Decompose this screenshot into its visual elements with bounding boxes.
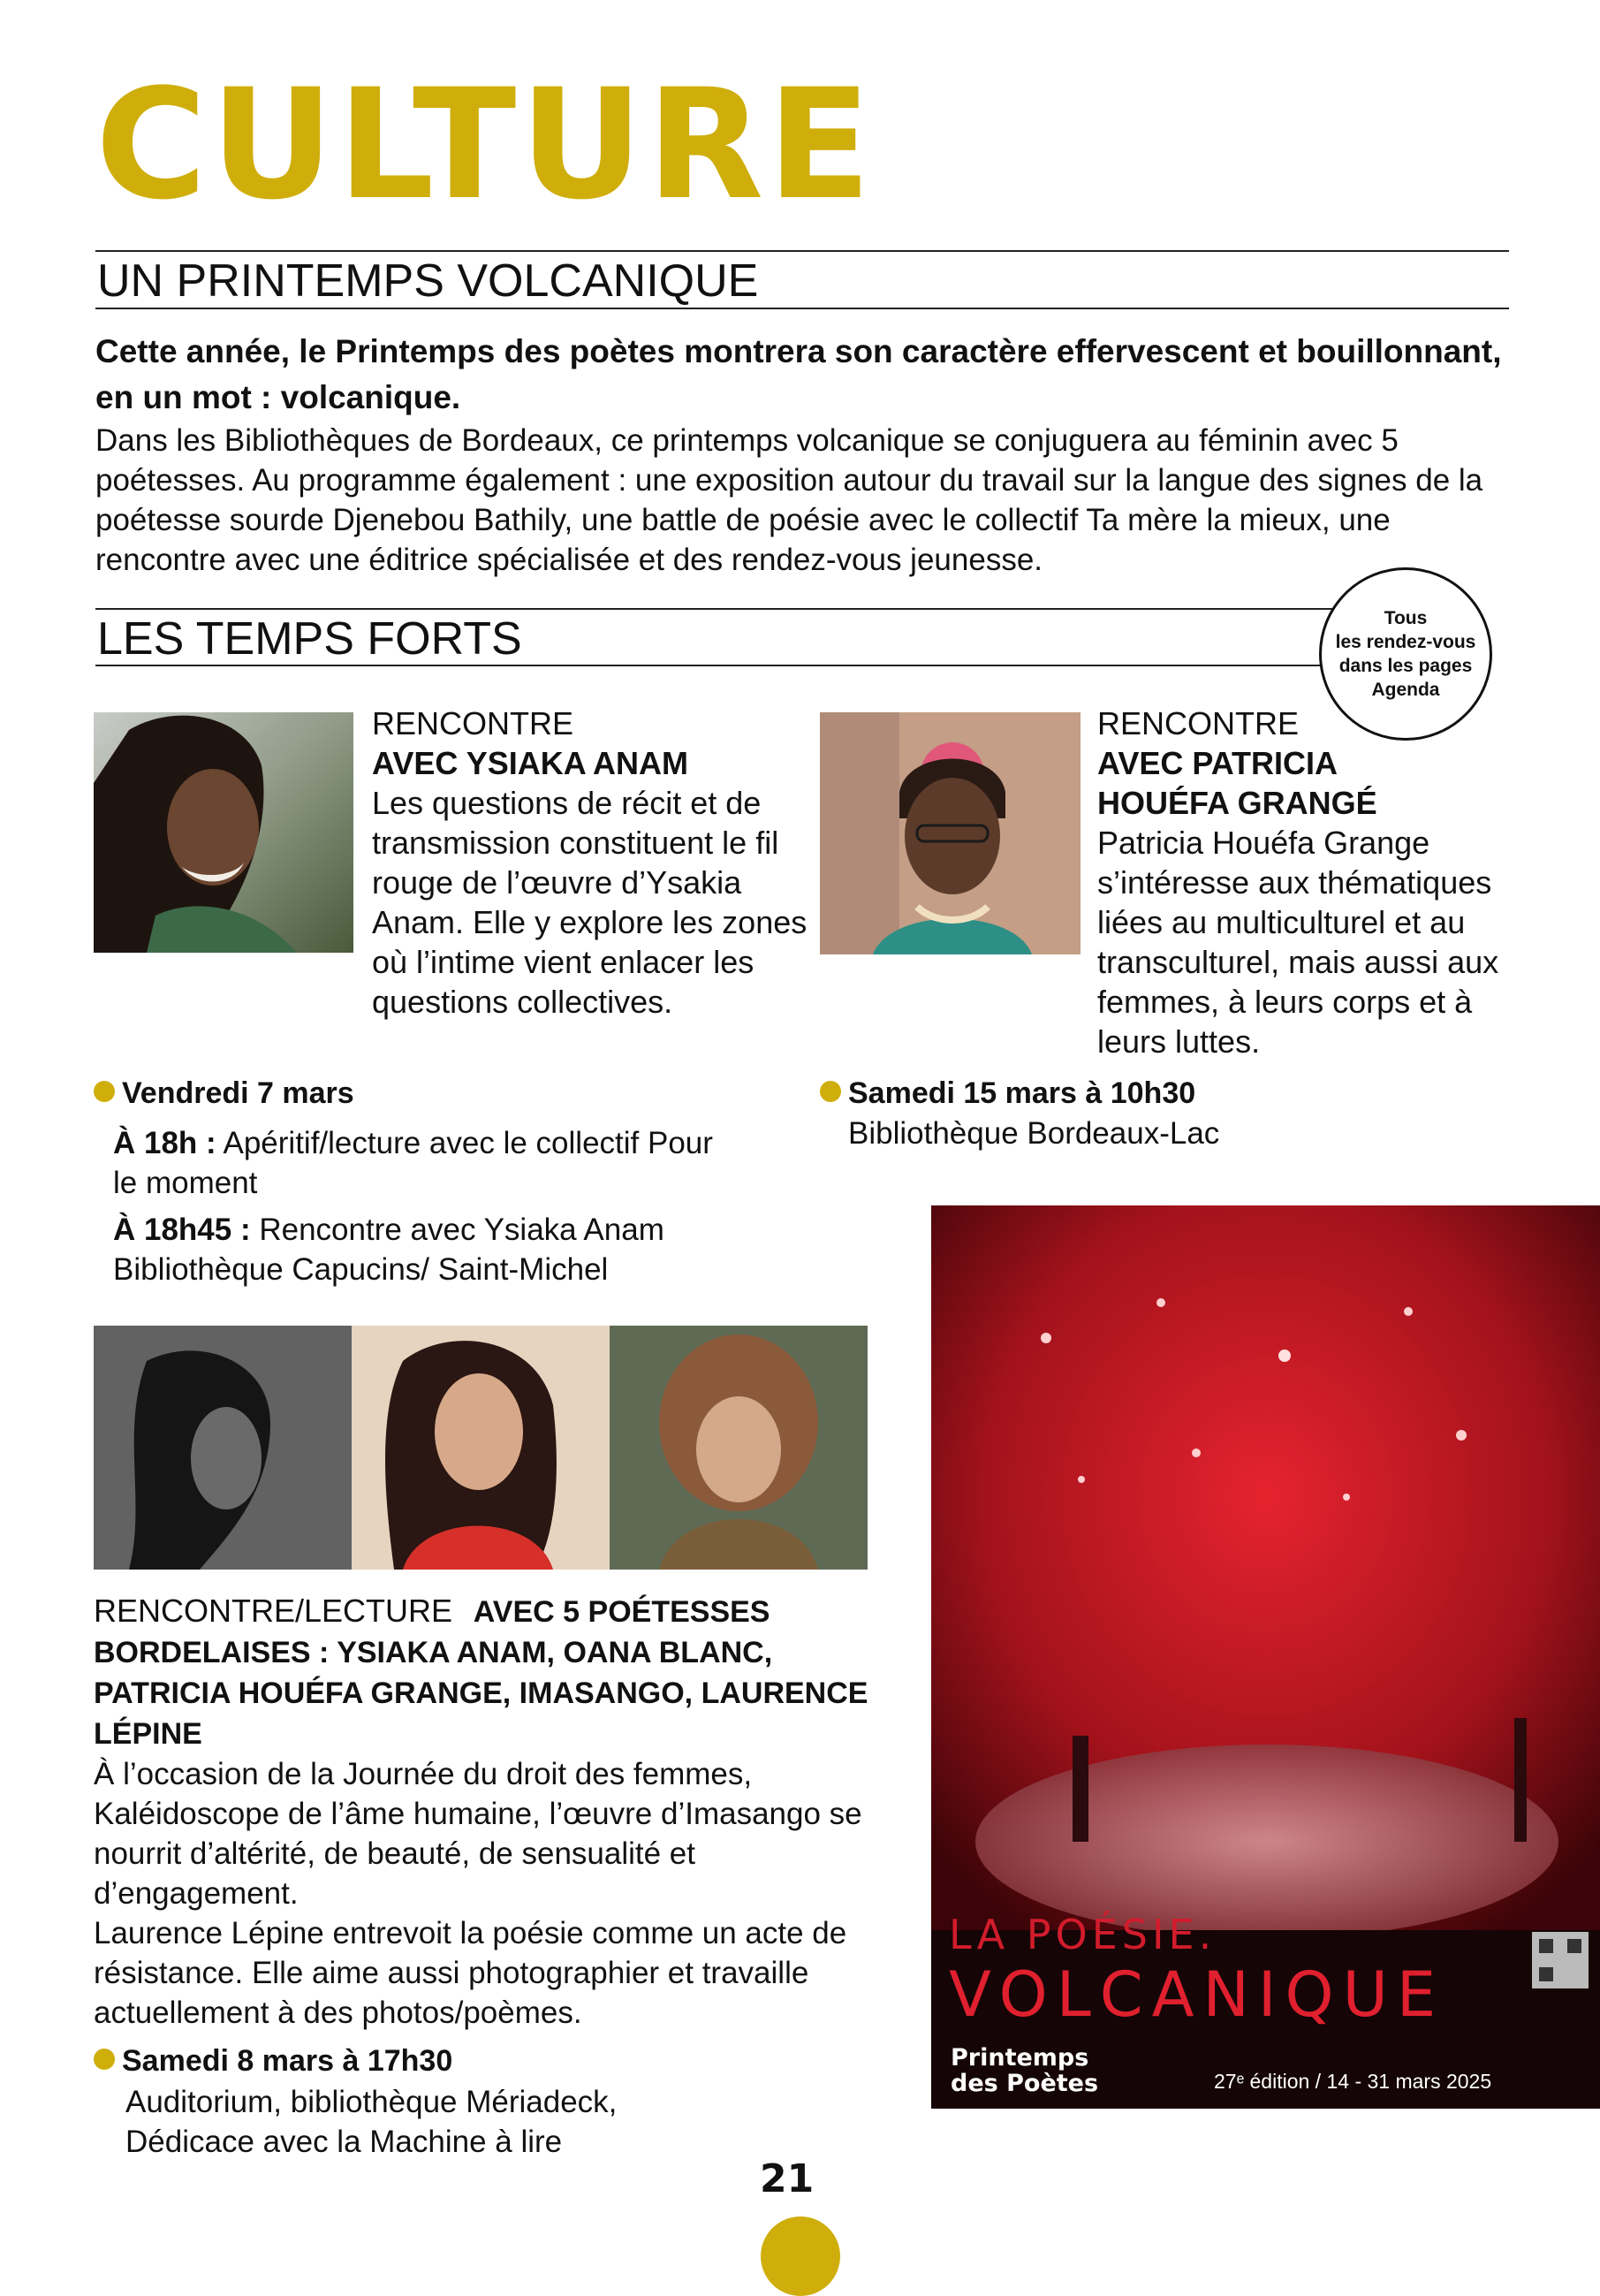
intro-paragraph: Dans les Bibliothèques de Bordeaux, ce printemps volcanique se conjuguera au féminin avec 5 poétesses. Au programme également : une exposition autour du travail sur la langue des signes de la poétesse sourde Djenebou Bathily, une battle de poésie avec le collectif Ta mère la mieux, une rencontre avec une éditrice spécialisée et des rendez-vous jeunesse. [95,423,1483,577]
section-title: LES TEMPS FORTS [97,613,522,665]
event-date: Samedi 8 mars à 17h30 [122,2044,453,2078]
poets-photo-strip [94,1326,868,1570]
section-title: UN PRINTEMPS VOLCANIQUE [97,255,759,307]
divider [95,608,1332,610]
event-venue: Bibliothèque Capucins/ Saint-Michel [113,1252,609,1287]
poets-photos-image [94,1326,868,1570]
event-description: À l’occasion de la Journée du droit des femmes, Kaléidoscope de l’âme humaine, l’œuvre d’Imasango se nourrit d’altérité, de beauté, de sensualité et d’engagement. [94,1757,862,1911]
divider [95,308,1509,309]
event-time: À 18h : [113,1126,216,1160]
event-time-detail: Apéritif/lecture avec le collectif Pour le moment [113,1126,713,1200]
event-date: Vendredi 7 mars [122,1076,354,1110]
decorative-dot [761,2216,840,2296]
event-description: Les questions de récit et de transmission constituent le fil rouge de l’œuvre d’Ysakia Anam. Elle y explore les zones où l’intime vient enlacer les questions collectives. [372,785,808,1020]
lead-paragraph: Cette année, le Printemps des poètes montrera son caractère effervescent et bouillonnant, en un mot : volcanique. [95,333,1502,415]
event-time-detail: Rencontre avec Ysiaka Anam [250,1213,664,1247]
event-title: AVEC PATRICIA [1097,745,1338,781]
portrait-image [820,712,1081,954]
festival-poster [931,1205,1600,2109]
event-1-date [94,1074,354,1114]
event-2-block [1097,703,1530,1061]
event-title: AVEC 5 POÉTESSES BORDELAISES : YSIAKA ANAM, OANA BLANC, PATRICIA HOUÉFA GRANGE, IMASANGO, LAURENCE LÉPINE [94,1595,868,1751]
page-number: 21 [760,2156,815,2201]
bullet-dot-icon [94,2049,115,2070]
poster-tagline: LA POÉSIE. [949,1911,1217,1958]
bullet-dot-icon [94,1081,115,1102]
event-title: HOUÉFA GRANGÉ [1097,785,1377,821]
divider [95,250,1509,252]
event-venue: Auditorium, bibliothèque Mériadeck, [125,2085,618,2119]
event-venue: Bibliothèque Bordeaux-Lac [848,1116,1220,1151]
event-type: RENCONTRE [1097,705,1300,741]
badge-line: dans les pages [1338,656,1473,676]
divider [95,665,1332,666]
event-3-date [94,2041,452,2081]
event-description: Laurence Lépine entrevoit la poésie comme un acte de résistance. Elle aime aussi photographier et travaille actuellement à des photos/poèmes. [94,1916,847,2030]
event-date: Samedi 15 mars à 10h30 [848,1076,1196,1110]
event-3-venue [125,2082,617,2162]
badge-line: Agenda [1371,680,1440,700]
event-type: RENCONTRE/LECTURE [94,1593,453,1629]
event-description: Patricia Houéfa Grange s’intéresse aux thématiques liées au multiculturel et au transculturel, mais aussi aux femmes, à leurs corps et à leurs luttes. [1097,825,1499,1060]
bullet-dot-icon [820,1081,841,1102]
event-3-block [94,1591,871,2033]
logo-line: Printemps [951,2044,1089,2072]
event-title: AVEC YSIAKA ANAM [372,745,689,781]
event-1-details [113,1123,714,1289]
page-heading: CULTURE [95,56,875,233]
logo-line: des Poètes [951,2070,1099,2097]
badge-line: Tous [1384,608,1428,628]
printemps-des-poetes-logo [951,2045,1098,2096]
portrait-patricia-grange-photo [820,712,1081,954]
portrait-ysiaka-anam-photo [94,712,353,953]
poster-headline: VOLCANIQUE [949,1958,1445,2031]
portrait-image [94,712,353,953]
badge-line: les rendez-vous [1335,632,1476,652]
event-2-date [820,1074,1195,1114]
event-type: RENCONTRE [372,705,574,741]
event-time: À 18h45 : [113,1213,251,1247]
event-venue: Dédicace avec la Machine à lire [125,2125,563,2159]
event-1-block [372,703,831,1022]
poster-edition: 27ᵉ édition / 14 - 31 mars 2025 [1214,2070,1492,2093]
